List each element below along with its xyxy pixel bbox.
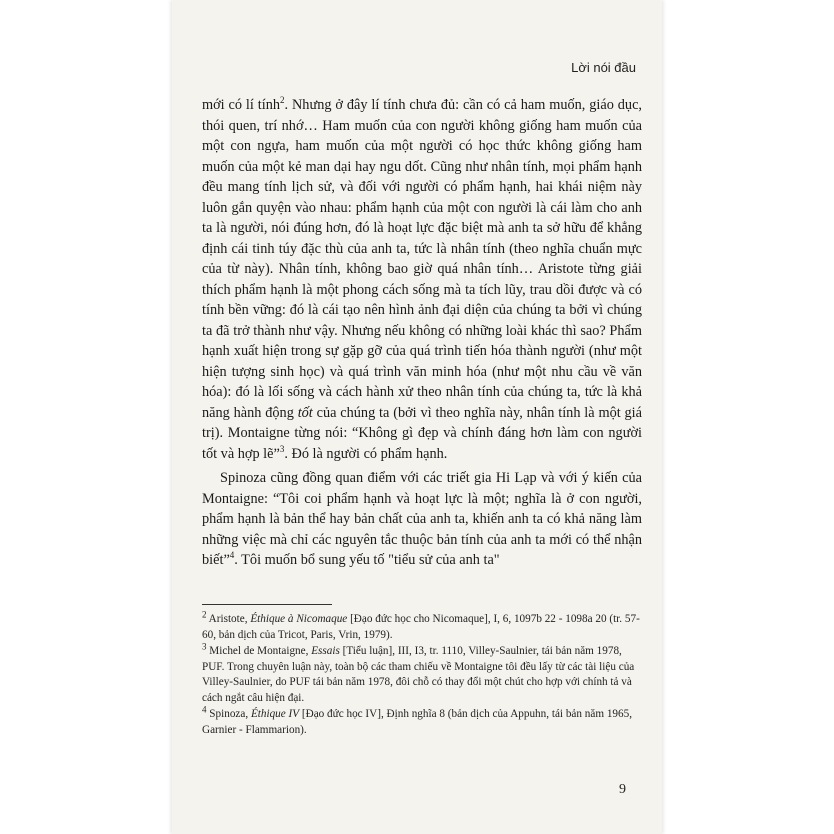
paragraph-1 <box>202 95 642 464</box>
paragraph-2 <box>202 468 642 571</box>
footnote-3-author: Michel de Montaigne, <box>206 645 312 657</box>
main-text <box>202 95 642 571</box>
footnote-3-number: 3 <box>202 641 207 652</box>
p2-text-2: . Tôi muốn bổ sung yếu tố "tiểu sử của anh ta" <box>234 552 500 568</box>
footnote-4 <box>202 704 642 738</box>
footnote-ref-2[interactable]: 2 <box>280 95 285 106</box>
footnote-4-author: Spinoza, <box>206 708 251 720</box>
footnote-2 <box>202 609 642 643</box>
book-page <box>172 0 662 834</box>
footnote-4-details: [Đạo đức học IV], Định nghĩa 8 (bản dịch của Appuhn, tái bản năm 1965, Garnier - Flammarion). <box>202 708 632 736</box>
p1-text-1: mới có lí tính <box>202 97 281 113</box>
footnote-ref-4[interactable]: 4 <box>229 550 235 561</box>
p1-text-2: . Nhưng ở đây lí tính chưa đủ: cần có cả ham muốn, giáo dục, thói quen, trí nhớ… Ham muốn của con người không giống ham muốn của một con ngựa, ham muốn của một người có học thức không giống ham muốn của một kẻ man dại hay ngu dốt. Cũng như nhân tính, mọi phẩm hạnh đều mang tính lịch sử, và đối với người có phẩm hạnh, hai khái niệm này luôn gắn quyện vào nhau: phẩm hạnh của một con người là cái làm cho anh ta là người, nói đúng hơn, đó là hoạt lực đặc biệt mà anh ta sở hữu để khẳng định cái tinh túy đặc thù của anh ta, tức là nhân tính (theo nghĩa chuẩn mực của từ này). Nhân tính, không bao giờ quá nhân tính… Aristote từng giải thích phẩm hạnh là một phong cách sống mà ta tích lũy, trau dồi được và có tính bền vững: đó là cái tạo nên hình ảnh đại diện của chúng ta bởi vì chúng ta đã trở thành như vậy. Nhưng nếu không có những loài khác thì sao? Phẩm hạnh xuất hiện trong sự gặp gỡ của quá trình tiến hóa thành người (như một hiện tượng sinh học) và quá trình văn minh hóa (như một nhu cầu về văn hóa): đó là lối sống và cách hành xử theo nhân tính của chúng ta, tức là khả năng hành động <box>202 97 642 421</box>
p2-text-1: Spinoza cũng đồng quan điểm với các triết gia Hi Lạp và với ý kiến của Montaigne: “Tôi coi phẩm hạnh và hoạt lực là một; nghĩa là ở con người, phẩm hạnh là bản thể hay bản chất của anh ta, khiến anh ta có khả năng làm những việc mà chỉ các nguyên tắc thuộc bản tính của anh ta mới có thể nhận biết” <box>202 470 642 568</box>
page-number: 9 <box>619 782 626 797</box>
footnote-ref-3[interactable]: 3 <box>279 443 285 454</box>
footnote-2-number: 2 <box>202 609 207 620</box>
footnote-2-author: Aristote, <box>206 613 251 625</box>
p1-text-3: của chúng ta (bởi vì theo nghĩa này, nhân tính là một giá trị). Montaigne từng nói: “Không gì đẹp và chính đáng hơn làm con người tốt và hợp lẽ” <box>202 404 642 462</box>
p1-emphasis: tốt <box>297 404 313 421</box>
running-header: Lời nói đầu <box>571 60 636 75</box>
footnote-4-work: Éthique IV <box>250 708 300 720</box>
footnote-2-work: Éthique à Nicomaque <box>250 613 348 625</box>
footnotes <box>202 609 642 739</box>
footnote-3 <box>202 641 642 706</box>
footnote-3-details: [Tiểu luận], III, I3, tr. 1110, Villey-Saulnier, tái bản năm 1978, PUF. Trong chuyên luận này, toàn bộ các tham chiếu về Montaigne tôi đều lấy từ các tài liệu của Villey-Saulnier, do PUF tái bản năm 1978, đôi chỗ có thay đổi một chút cho hợp với chính tả và cách ngắt câu hiện đại. <box>202 645 635 704</box>
footnote-divider <box>202 604 332 605</box>
footnote-4-number: 4 <box>202 704 207 715</box>
footnote-2-details: [Đạo đức học cho Nicomaque], I, 6, 1097b 22 - 1098a 20 (tr. 57-60, bản dịch của Tricot, Paris, Vrin, 1979). <box>202 613 640 641</box>
p1-text-4: . Đó là người có phẩm hạnh. <box>284 445 448 462</box>
footnote-3-work: Essais <box>311 645 340 657</box>
